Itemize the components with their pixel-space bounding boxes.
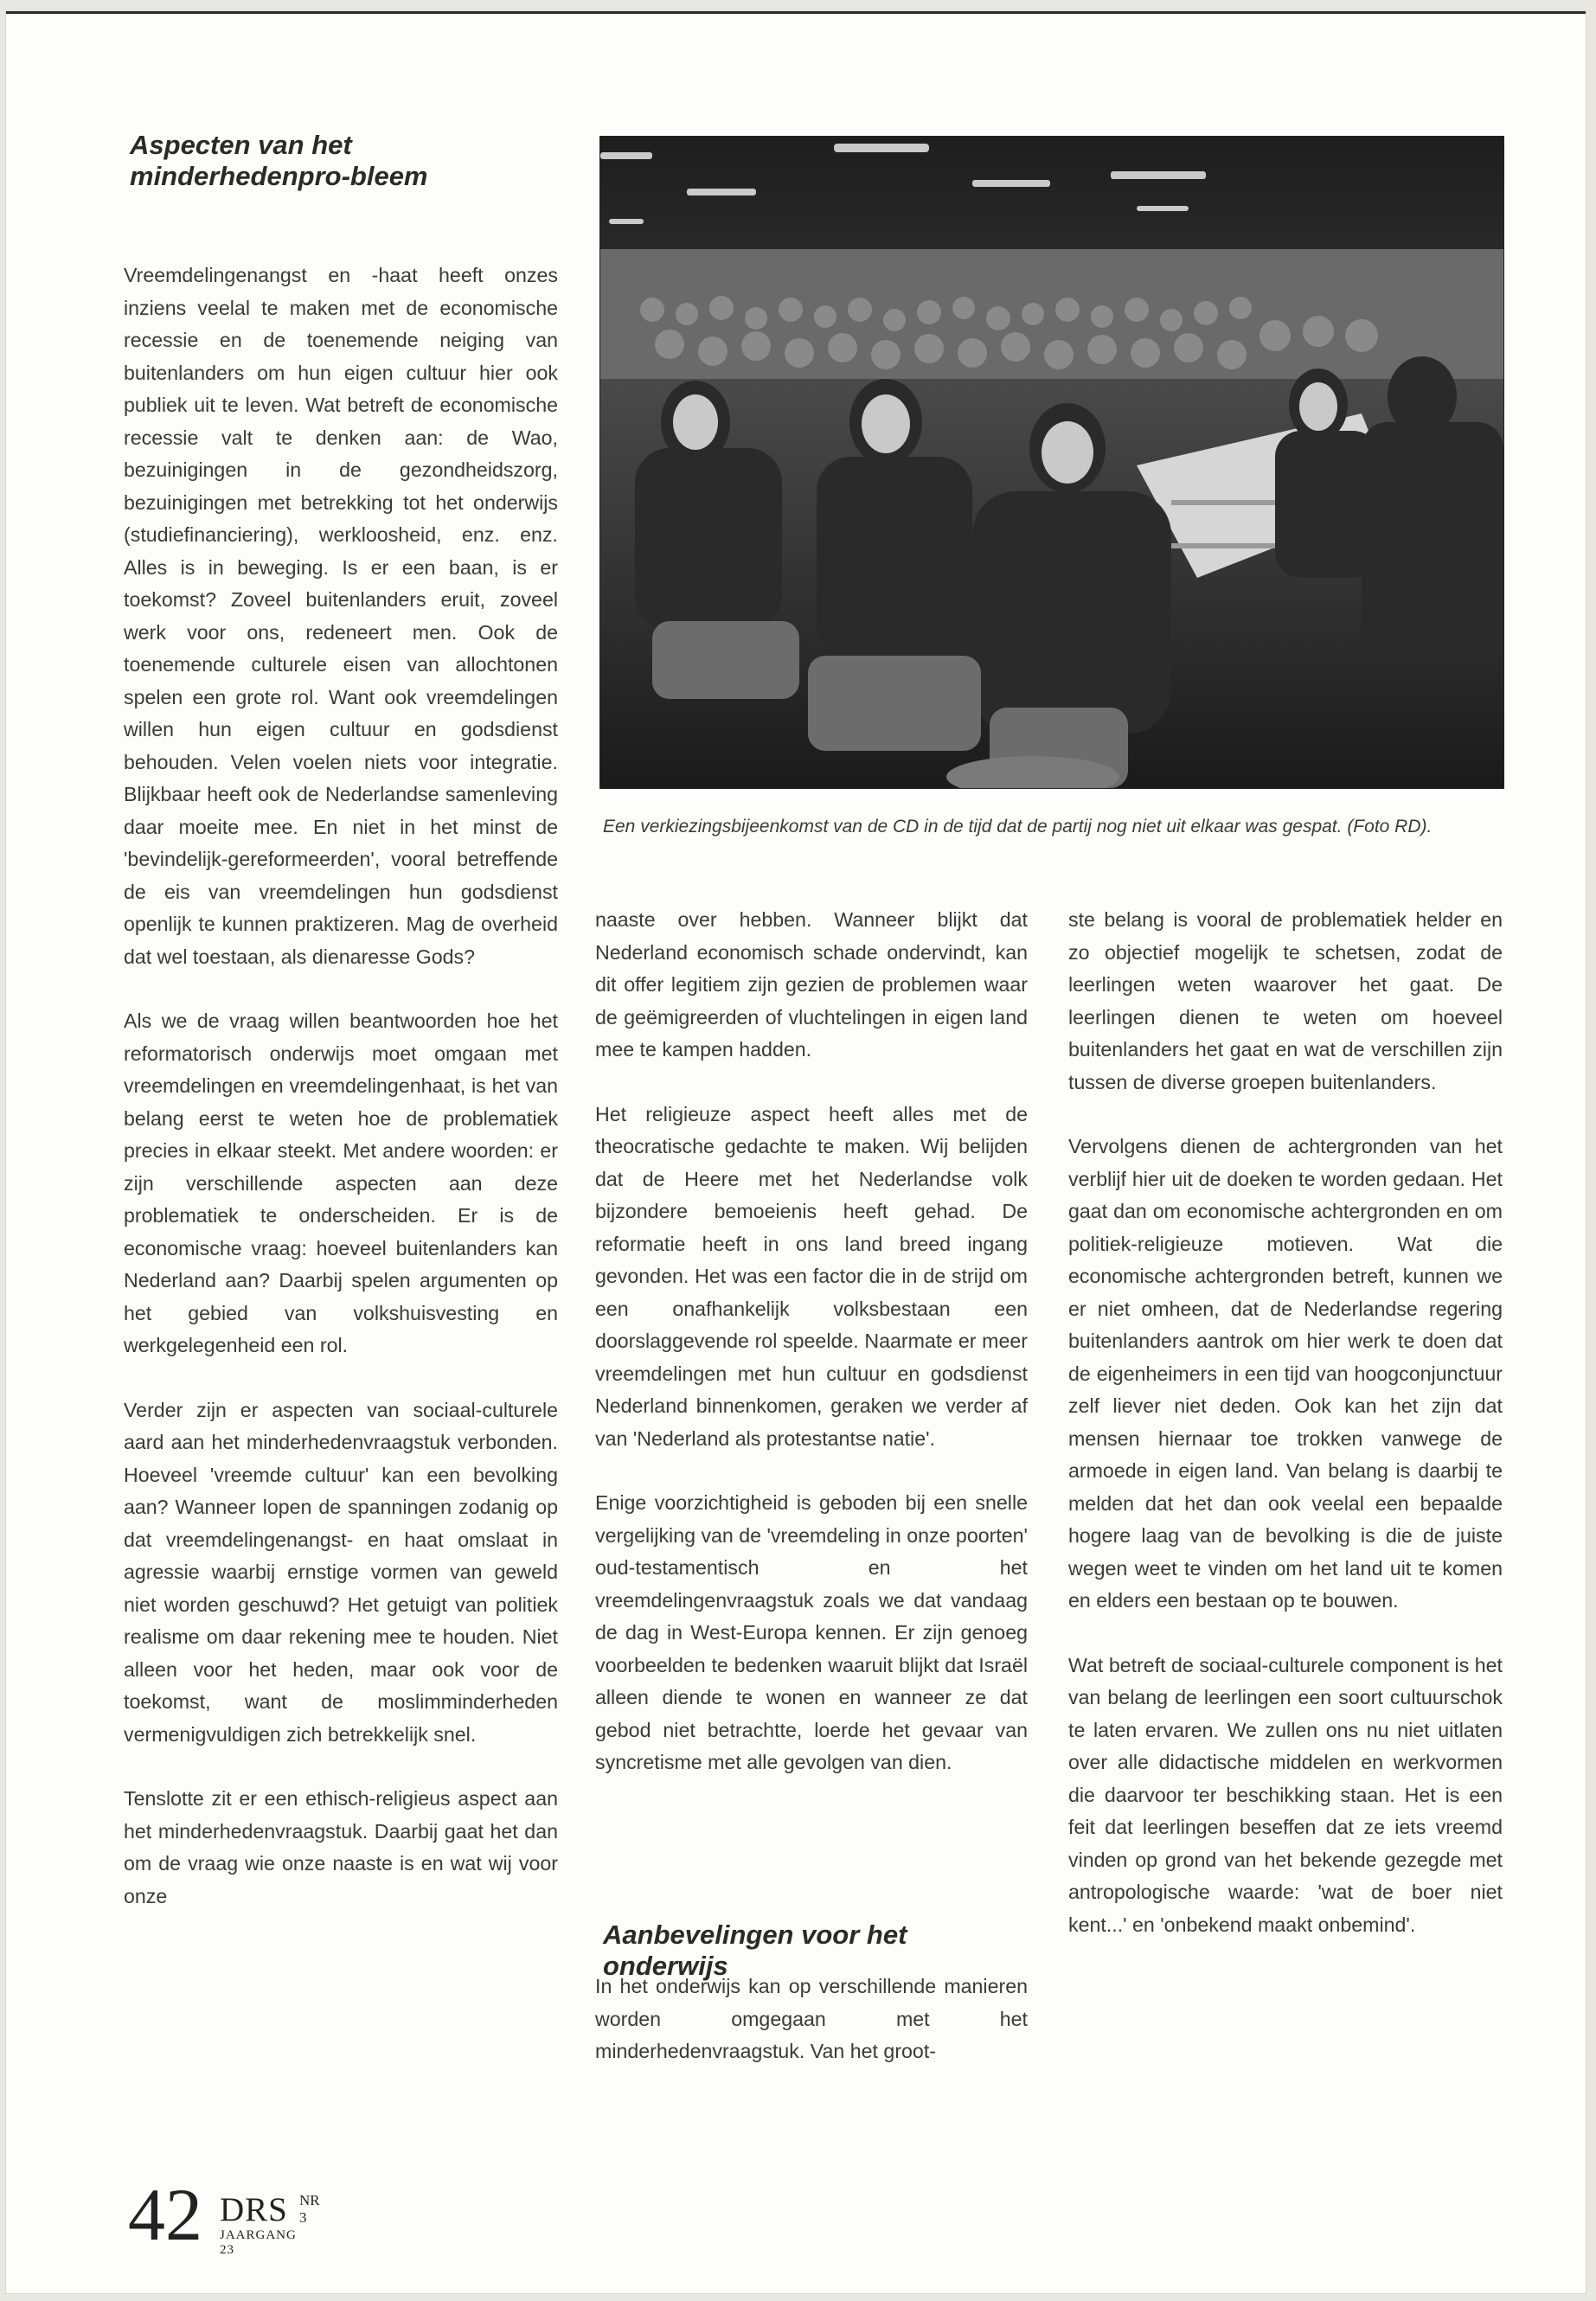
paragraph: Het religieuze aspect heeft alles met de theocratische gedachte te maken. Wij belijden dat de Heere met het Nederlandse volk bijzondere bemoeienis heeft gehad. De reformatie heeft in ons land breed ingang gevonden. Het was een factor die in de strijd om een onafhankelijk volksbestaan een doorslaggevende rol speelde. Naarmate er meer vreemdelingen met hun cultuur en godsdienst Nederland binnenkomen, geraken we verder af van 'Nederland als protestantse natie'.: [595, 1102, 1028, 1450]
paragraph: Tenslotte zit er een ethisch-religieus aspect aan het minderhedenvraagstuk. Daarbij gaat het dan om de vraag wie onze naaste is en wat wij voor onze: [124, 1787, 558, 1907]
magazine-name: DRS: [220, 2191, 288, 2228]
subsection-heading: Aanbevelingen voor het onderwijs: [603, 1920, 907, 1981]
paragraph: Als we de vraag willen beantwoorden hoe het reformatorisch onderwijs moet omgaan met vreemdelingen en vreemdelingenhaat, is het van belang eerst te weten hoe de problematiek precies in elkaar steekt. Met andere woorden: er zijn verschillende aspecten aan deze problematiek te onderscheiden. Er is de economische vraag: hoeveel buitenlanders kan Nederland aan? Daarbij spelen argumenten op het gebied van volkshuisvesting en werkgelegenheid een rol.: [124, 1009, 558, 1356]
meeting-photo: [599, 136, 1504, 789]
paragraph: Wat betreft de sociaal-culturele component is het van belang de leerlingen een soort cultuurschok te laten ervaren. We zullen ons nu niet uitlaten over alle didactische middelen en werkvormen die daarvoor ter beschikking staan. Het is een feit dat leerlingen beseffen dat ze iets vreemd vinden op grond van het bekende gezegde met antropologische waarde: 'wat de boer niet kent...' en 'onbekend maakt onbemind'.: [1068, 1653, 1503, 1936]
paragraph: Enige voorzichtigheid is geboden bij een snelle vergelijking van de 'vreemdeling in onze poorten' oud-testamentisch en het vreemdelingenvraagstuk zoals we dat vandaag de dag in West-Europa kennen. Er zijn genoeg voorbeelden te bedenken waaruit blijkt dat Israël alleen diende te wonen en wanneer ze dat gebod niet betrachtte, loerde het gevaar van syncretisme met alle gevolgen van dien.: [595, 1491, 1028, 1773]
page-number: 42: [128, 2173, 202, 2256]
photo-illustration: [600, 137, 1503, 788]
paragraph: naaste over hebben. Wanneer blijkt dat Nederland economisch schade ondervindt, kan dit offer legitiem zijn gezien de problemen waar de geëmigreerden of vluchtelingen in eigen land mee te kampen hadden.: [595, 908, 1028, 1061]
section-heading: Aspecten van het minderhedenpro-bleem: [130, 130, 428, 191]
column-2-continued: [595, 1971, 1028, 2100]
column-2: [595, 904, 1028, 1811]
top-rule: [6, 11, 1586, 14]
photo-caption: Een verkiezingsbijeenkomst van de CD in de tijd dat de partij nog niet uit elkaar was gespat. (Foto RD).: [603, 817, 1433, 836]
paragraph: Vreemdelingenangst en -haat heeft onzes inziens veelal te maken met de economische recessie en de toenemende neiging van buitenlanders om hun eigen cultuur hier ook publiek uit te leven. Wat betreft de economische recessie valt te denken aan: de Wao, bezuinigingen in de gezondheidszorg, bezuinigingen met betrekking tot het onderwijs (studiefinanciering), werkloosheid, enz. enz. Alles is in beweging. Is er een baan, is er toekomst? Zoveel buitenlanders eruit, zoveel werk voor ons, redeneert men. Ook de toenemende culturele eisen van allochtonen spelen een grote rol. Want ook vreemdelingen willen hun eigen cultuur en godsdienst behouden. Velen voelen niets voor integratie. Blijkbaar heeft ook de Nederlandse samenleving daar moeite mee. En niet in het minst de 'bevindelijk-gereformeerden', vooral betreffende de eis van vreemdelingen hun godsdienst openlijk te kunnen praktizeren. Mag de overheid dat wel toestaan, als dienaresse Gods?: [124, 264, 558, 968]
column-1: [124, 260, 558, 1945]
paragraph: Vervolgens dienen de achtergronden van het verblijf hier uit de doeken te worden gedaan. Het gaat dan om economische achtergronden en om politiek-religieuze motieven. Wat die economische achtergronden betreft, kunnen we er niet omheen, dat de Nederlandse regering buitenlanders aantrok om hier werk te doen dat de eigenheimers in een tijd van hoogconjunctuur zelf liever niet deden. Ook kan het zijn dat mensen hiernaar toe trokken vanwege de armoede in eigen land. Van belang is daarbij te melden dat het dan ook veelal een bepaalde hogere laag van de bevolking is die de juiste wegen weet te vinden om het land uit te komen en elders een bestaan op te bouwen.: [1068, 1135, 1503, 1612]
paragraph: ste belang is vooral de problematiek helder en zo objectief mogelijk te schetsen, zodat de leerlingen weten waarover het gaat. De leerlingen dienen te weten om hoeveel buitenlanders het gaat en wat de verschillen zijn tussen de diverse groepen buitenlanders.: [1068, 908, 1503, 1093]
issue-number: NR 3: [299, 2192, 320, 2226]
volume-label: JAARGANG 23: [220, 2228, 297, 2257]
paragraph: In het onderwijs kan op verschillende manieren worden omgegaan met het minderhedenvraagstuk. Van het groot-: [595, 1975, 1028, 2062]
column-3: [1068, 904, 1503, 1973]
paragraph: Verder zijn er aspecten van sociaal-culturele aard aan het minderhedenvraagstuk verbonden. Hoeveel 'vreemde cultuur' kan een bevolking aan? Wanneer lopen de spanningen zodanig op dat vreemdelingenangst- en haat omslaat in agressie waarbij ernstige vormen van geweld niet worden geschuwd? Het getuigt van politiek realisme om daar rekening mee te houden. Niet alleen voor het heden, maar ook voor de toekomst, want de moslimminderheden vermenigvuldigen zich betrekkelijk snel.: [124, 1398, 558, 1746]
